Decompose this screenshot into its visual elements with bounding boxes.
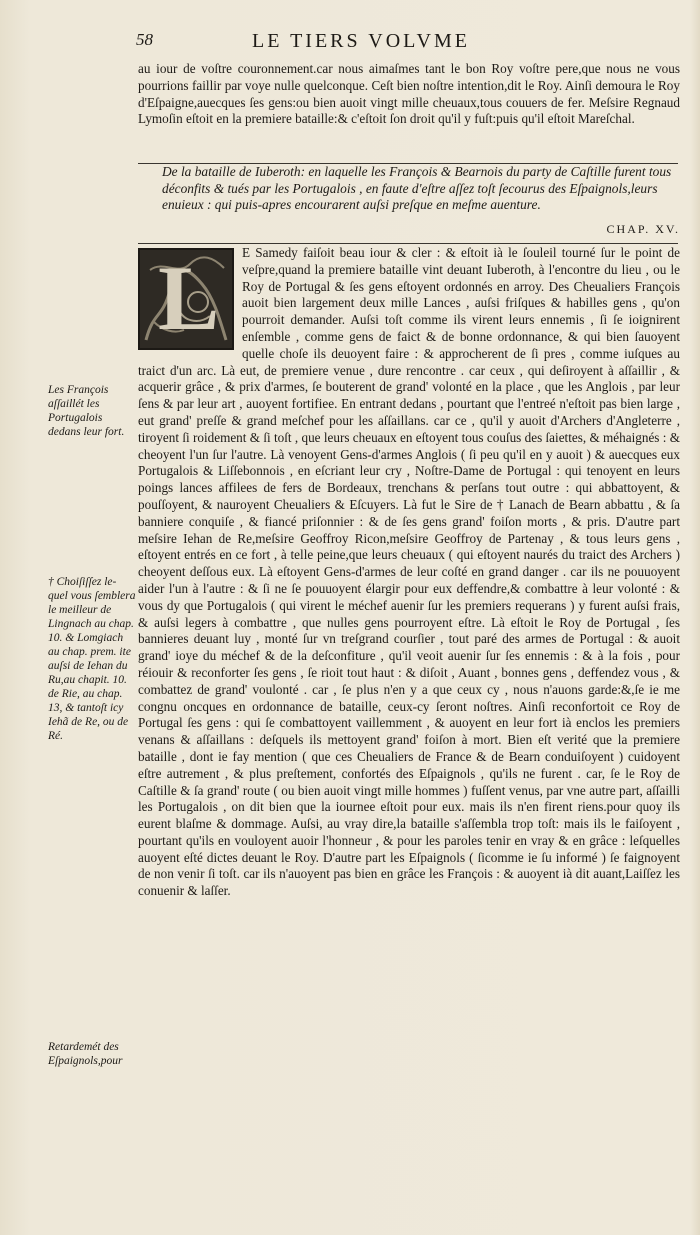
chapter-body-text: E Samedy faiſoit beau iour & cler : & eſtoit ià le ſouleil tourné ſur le point de veſpre,quand la premiere bataille vint deuant Iuberoth, à l'encontre du lieu , ou le Roy de Portugal & ſes gens eſtoyent ordonnés en arroy. Des Cheualiers François auoit bien largement deux mille Lances , auſsi friſques & habilles gens , qu'on pourroit demander. Auſsi toſt comme ils virent leurs ennemis , ſi ſe ioignirent enſemble , comme gens de faict & de bonne ordonnance, & qui bien ſauoyent quelle choſe ils deuoyent faire : & approcherent de ſi pres , comme iuſques au traict d'un arc. Là eut, de premiere venue , dure rencontre . car ceux , qui deſiroyent à aſſaillir , & acquerir grâce , & prix d'armes, ſe bouterent de grand' volonté en la place , que les Anglois , par leur ſens & par leur art , auoyent fortifiee. En entrant dedans , pourtant que l'entreé n'eſtoit pas bien large , eut grand' preſſe & grand meſchef pour les aſſaillans. car ce , qu'il y auoit d'Archers d'Angleterre , tiroyent ſi roidement & ſi toſt , que leurs cheuaux en eſtoyent tous couſus des ſaiettes, & méhaignés : & cheoyent l'un ſur l'autre. Là venoyent Gens-d'armes Anglois ( ſi peu qu'il en y auoit ) & auecques eux Portugalois & Liſſebonnois , en eſcriant leur cry , Noſtre-Dame de Portugal : qui tenoyent en leurs poings lances affilees de fers de Bordeaux, trenchans & perſans tout outre : qui abbattoyent, & pouſſoyent, & nauroyent Cheualiers & Eſcuyers. Là fut le Sire de † Lanach de Bearn abbattu , & ſa banniere conquiſe , & fiancé priſonnier : & de ſes gens grand' foiſon morts , & pris. D'autre part meſsire Iehan de Re,meſsire Geoffroy Ricon,meſsire Geoffroy de Partenay , & tous leurs gens , eſtoyent entrés en ce fort , à telle peine,que leurs cheuaux ( qui eſtoyent naurés du traict des Archers ) cheoyent deſſous eux. Là eſtoyent Gens-d'armes de leur coſté en grand danger . car ils ne pouuoyent aider l'un à l'autre : & ſi ne ſe pouuoyent élargir pour eux deffendre,& combattre à leur volonté : & vous dy que Portugalois ( qui virent le méchef auenir ſur les premiers requerans ) y furent auſsi frais, & auſsi legers à combattre , que nulles gens pourroyent eſtre. Là eſtoit le Roy de Portugal , ſes bannieres deuant luy , monté ſur vn treſgrand courſier , tout paré des armes de Portugal : & auoit grand' ioye du méchef & de la deſconfiture , qu'il veoit auenir ſur ſes ennemis : & à la fois , pour réiouir & reconforter ſes gens , ſe rioit tout haut : & diſoit , Auant , bonnes gens , deffendez vous , & combattez de grand' voulonté . car , ſe plus n'en y a que ceux cy , nous n'auons garde:&,ſe ie me congnu oncques en ordonnance de bataille, ceux-cy ſeront noſtres. Ainſi reconfortoit ce Roy de Portugal ſes gens : qui ſe combattoyent vaillemment , & auoyent en leur fort ià enclos les premiers venans & aſſaillans : deſquels ils mettoyent grand' foiſon à mort. Bien eſt verité que la premiere bataille , dont ie fay mention ( que ces Cheualiers de France & de Bearn conduiſoyent ) cuidoyent eſtre autrement , & plus preſtement, confortés des Eſpaignols , qu'ils ne furent . car, ſe le Roy de Caſtille & ſa grand' route ( ou bien auoit vingt mille hommes ) fuſſent venus, par vne autre part, aſſailli les Portugalois , on dit bien que la iournee eſtoit pour eux. mais ils n'en firent riens.pour quoy ils eurent blaſme & dommage. Auſsi, au vray dire,la bataille s'aſſembla trop toſt: mais ils le faiſoyent , pourtant qu'ils en vouloyent auoir l'honneur , & pour les paroles tenir en vray & en grâce : leſquelles auoyent eſté dictes deuant le Roy. D'autre part les Eſpaignols ( ſicomme ie ſu informé ) ſe faignoyent de non venir ſi toſt. car ils n'auoyent pas bien en grâce les François : & auoyent ià dit auant,Laiſſez les conuenir & laſſer. — [138, 245, 680, 899]
chapter-body — [138, 245, 680, 900]
intro-text: au iour de voſtre couronnement.car nous aimaſmes tant le bon Roy voſtre pere,que nous ne vous pourrions faillir par voye nulle quelconque. Ceſt bien noſtre intention,dit le Roy. Ainſi demoura le Roy d'Eſpaigne,auecques ſes gens:ou bien auoit vingt mille cheuaux,tous couuers de fer. Meſsire Regnaud Lymoſin eſtoit en la premiere bataille:& c'eſtoit ſon droit qu'il y fuſt:puis qu'il eſtoit Mareſchal. — [138, 61, 680, 127]
chapter-heading — [162, 164, 674, 214]
initial-letter: L — [158, 248, 220, 349]
margin-note-names: † Choiſiſſez le-quel vous ſemblera le meilleur de Lingnach au chap. 10. & Lomgiach au chap. prem. ite auſsi de Iehan du Ru,au chapit. 10. de Rie, au chap. 13, & tantoſt icy Iehã de Re, ou de Ré. — [48, 576, 136, 742]
intro-paragraph — [138, 61, 680, 128]
page-header — [132, 30, 582, 58]
decorated-initial — [138, 248, 234, 350]
running-head: LE TIERS VOLVME — [252, 30, 470, 52]
page-number: 58 — [136, 30, 153, 49]
margin-note-spaniards: Retardemét des Eſpaignols,pour — [48, 1041, 123, 1067]
chapter-label: CHAP. XV. — [606, 222, 680, 236]
chapter-heading-text: De la bataille de Iuberoth: en laquelle les François & Bearnois du party de Caſtille furent tous déconfits & tués par les Portugalois , en faute d'eſtre aſſez toſt ſecourus des Eſpaignols,leurs enuieux : qui puis-apres encourarent auſsi preſque en meſme auenture. — [162, 164, 672, 212]
heading-bottom-rule — [138, 243, 678, 244]
margin-note-assault: Les François aſſaillét les Portugalois dedans leur fort. — [48, 384, 125, 438]
